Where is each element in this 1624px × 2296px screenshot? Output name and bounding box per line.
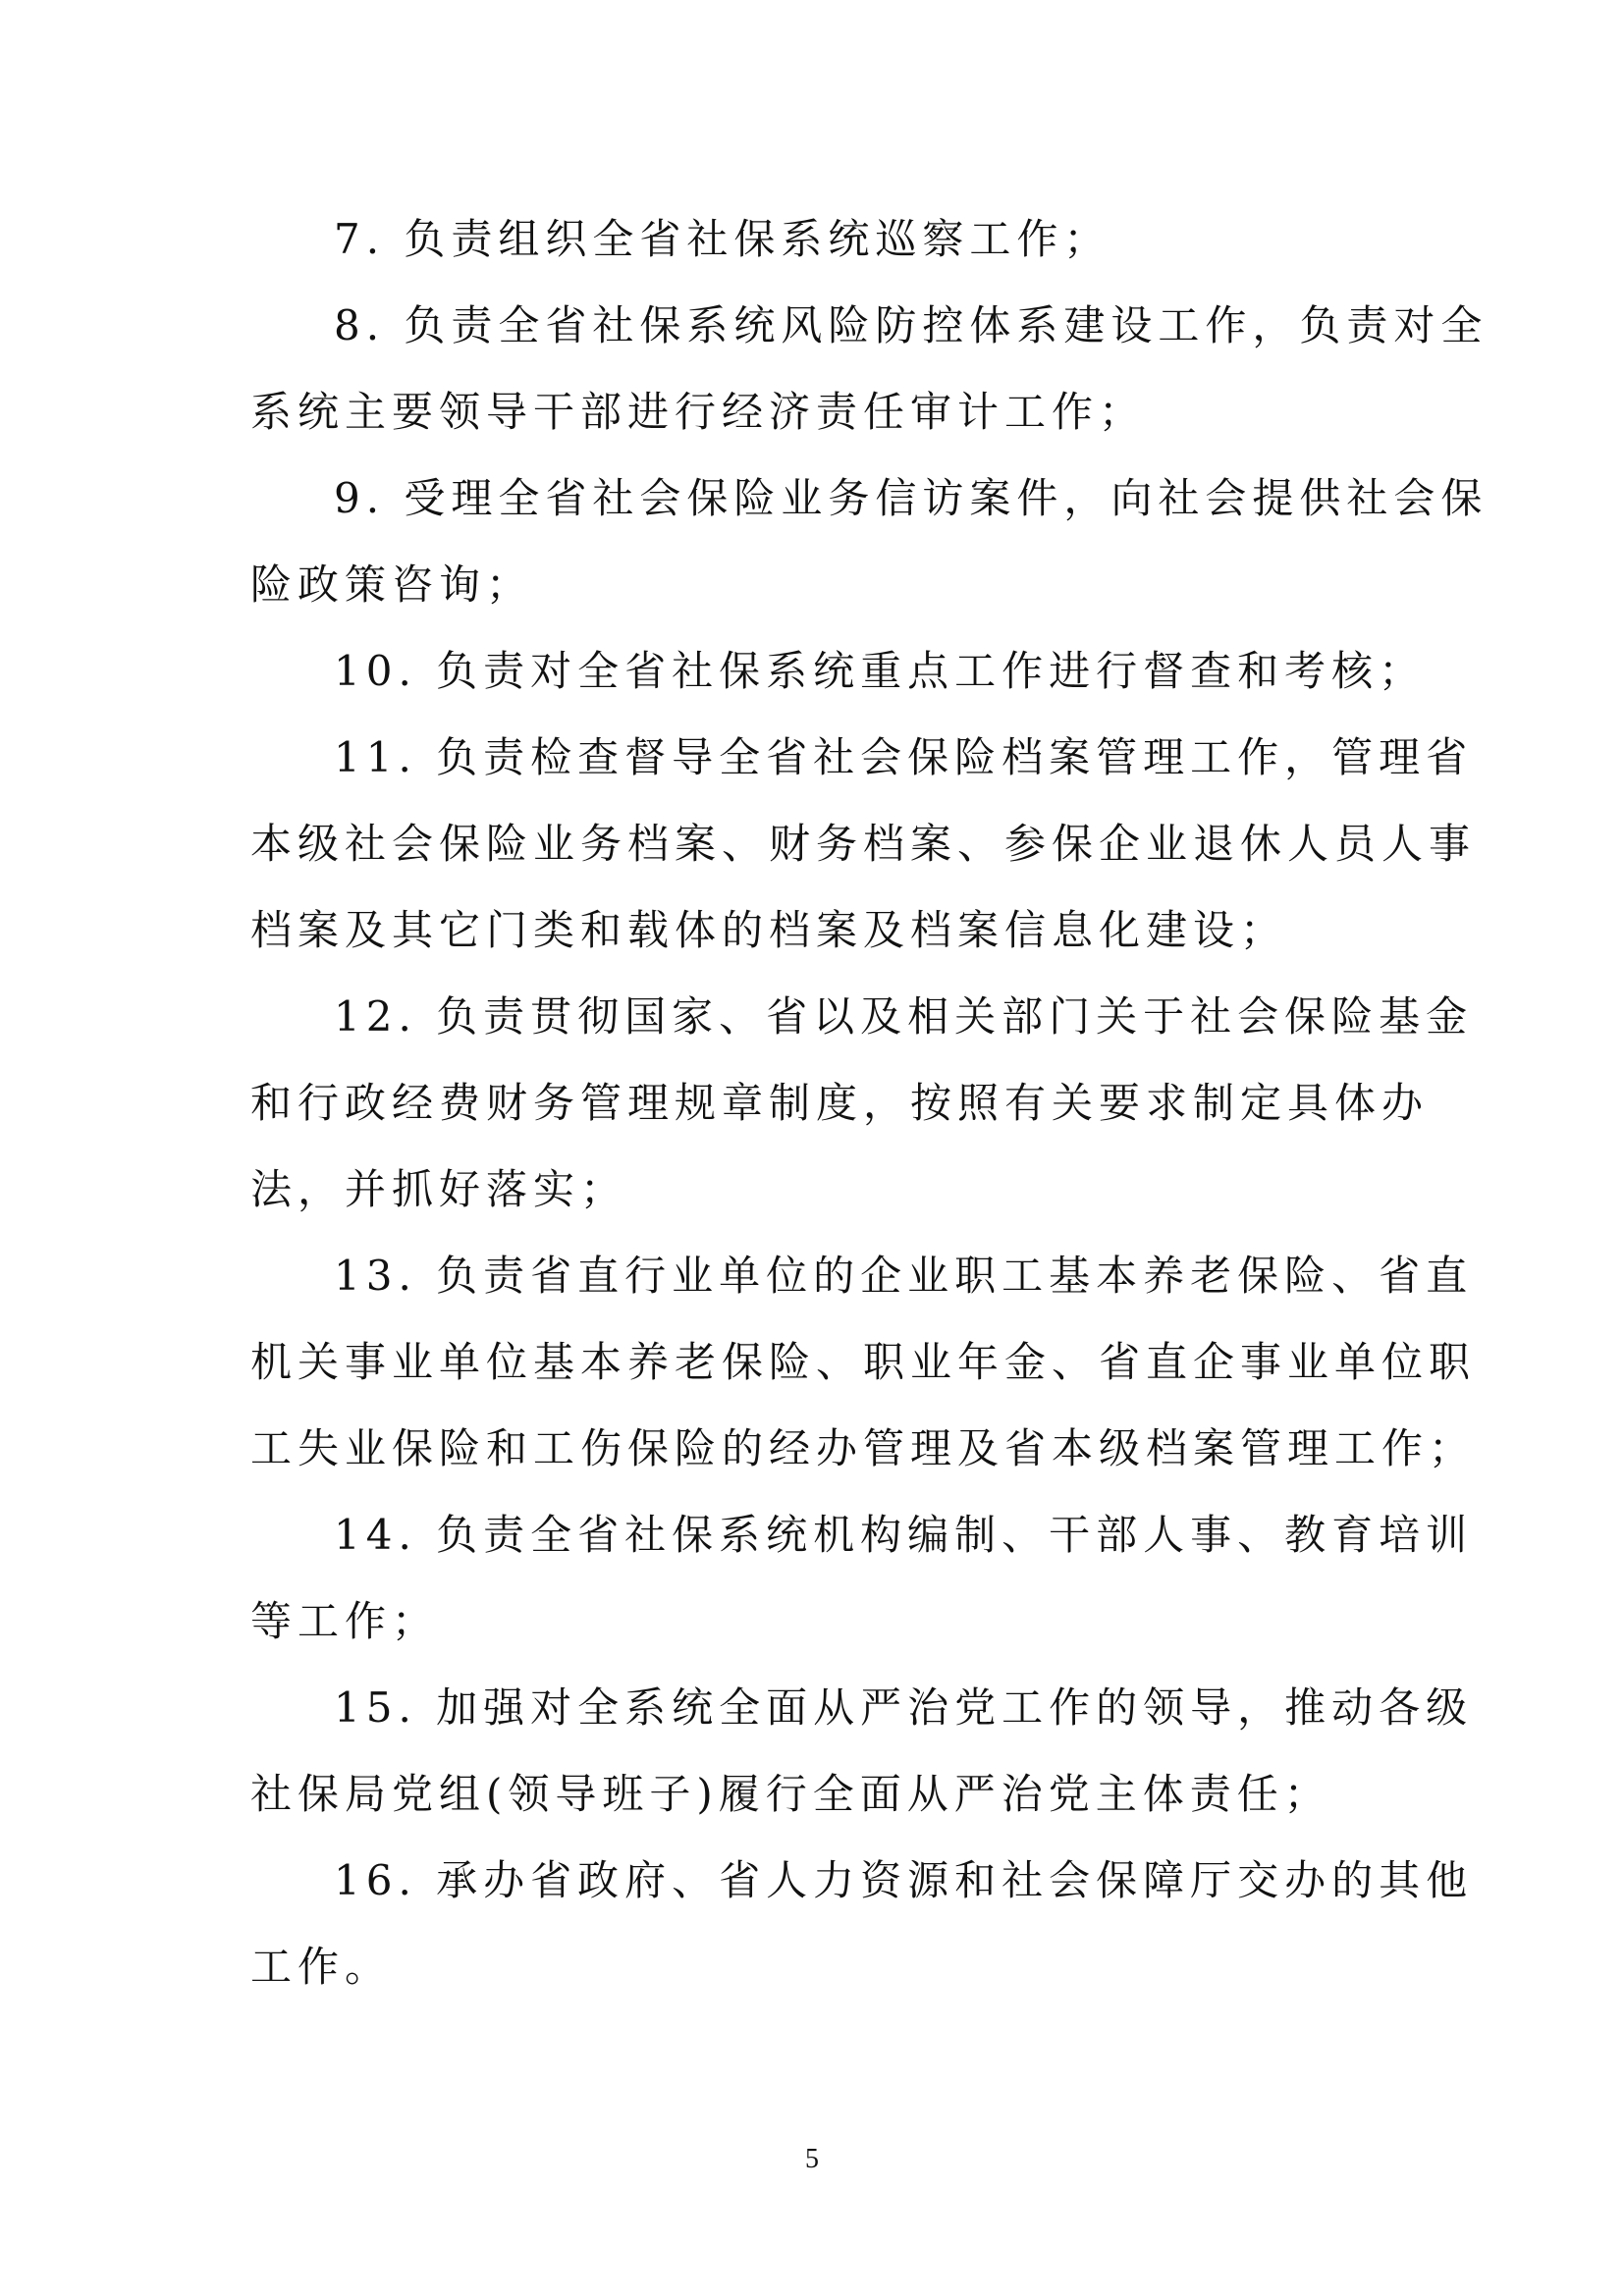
item-13-line-1: 13. 负责省直行业单位的企业职工基本养老保险、省直 (334, 1252, 1474, 1300)
item-9-line-1: 9. 受理全省社会保险业务信访案件，向社会提供社会保 (334, 474, 1489, 522)
item-15-line-2: 社保局党组(领导班子)履行全面从严治党主体责任； (250, 1770, 1331, 1818)
item-10-line-1: 10. 负责对全省社保系统重点工作进行督查和考核； (334, 647, 1427, 695)
item-16-line-2: 工作。 (250, 1943, 393, 1991)
item-11-line-2: 本级社会保险业务档案、财务档案、参保企业退休人员人事 (250, 820, 1477, 868)
item-14-line-2: 等工作； (250, 1597, 440, 1645)
item-15-line-1: 15. 加强对全系统全面从严治党工作的领导，推动各级 (334, 1683, 1474, 1732)
item-16-line-1: 16. 承办省政府、省人力资源和社会保障厅交办的其他 (334, 1856, 1474, 1904)
item-8-line-2: 系统主要领导干部进行经济责任审计工作； (250, 388, 1147, 436)
item-8-line-1: 8. 负责全省社保系统风险防控体系建设工作，负责对全 (334, 301, 1489, 349)
item-12-line-2: 和行政经费财务管理规章制度，按照有关要求制定具体办 (250, 1079, 1430, 1127)
item-11-line-1: 11. 负责检查督导全省社会保险档案管理工作，管理省 (334, 733, 1474, 781)
item-13-line-3: 工失业保险和工伤保险的经办管理及省本级档案管理工作； (250, 1424, 1477, 1472)
item-12-line-3: 法，并抓好落实； (250, 1165, 628, 1213)
item-14-line-1: 14. 负责全省社保系统机构编制、干部人事、教育培训 (334, 1511, 1474, 1559)
item-11-line-3: 档案及其它门类和载体的档案及档案信息化建设； (250, 906, 1288, 954)
page-number: 5 (805, 2144, 819, 2174)
item-7-line-1: 7. 负责组织全省社保系统巡察工作； (334, 215, 1111, 263)
item-12-line-1: 12. 负责贯彻国家、省以及相关部门关于社会保险基金 (334, 992, 1474, 1041)
item-13-line-2: 机关事业单位基本养老保险、职业年金、省直企事业单位职 (250, 1338, 1477, 1386)
item-9-line-2: 险政策咨询； (250, 561, 534, 609)
